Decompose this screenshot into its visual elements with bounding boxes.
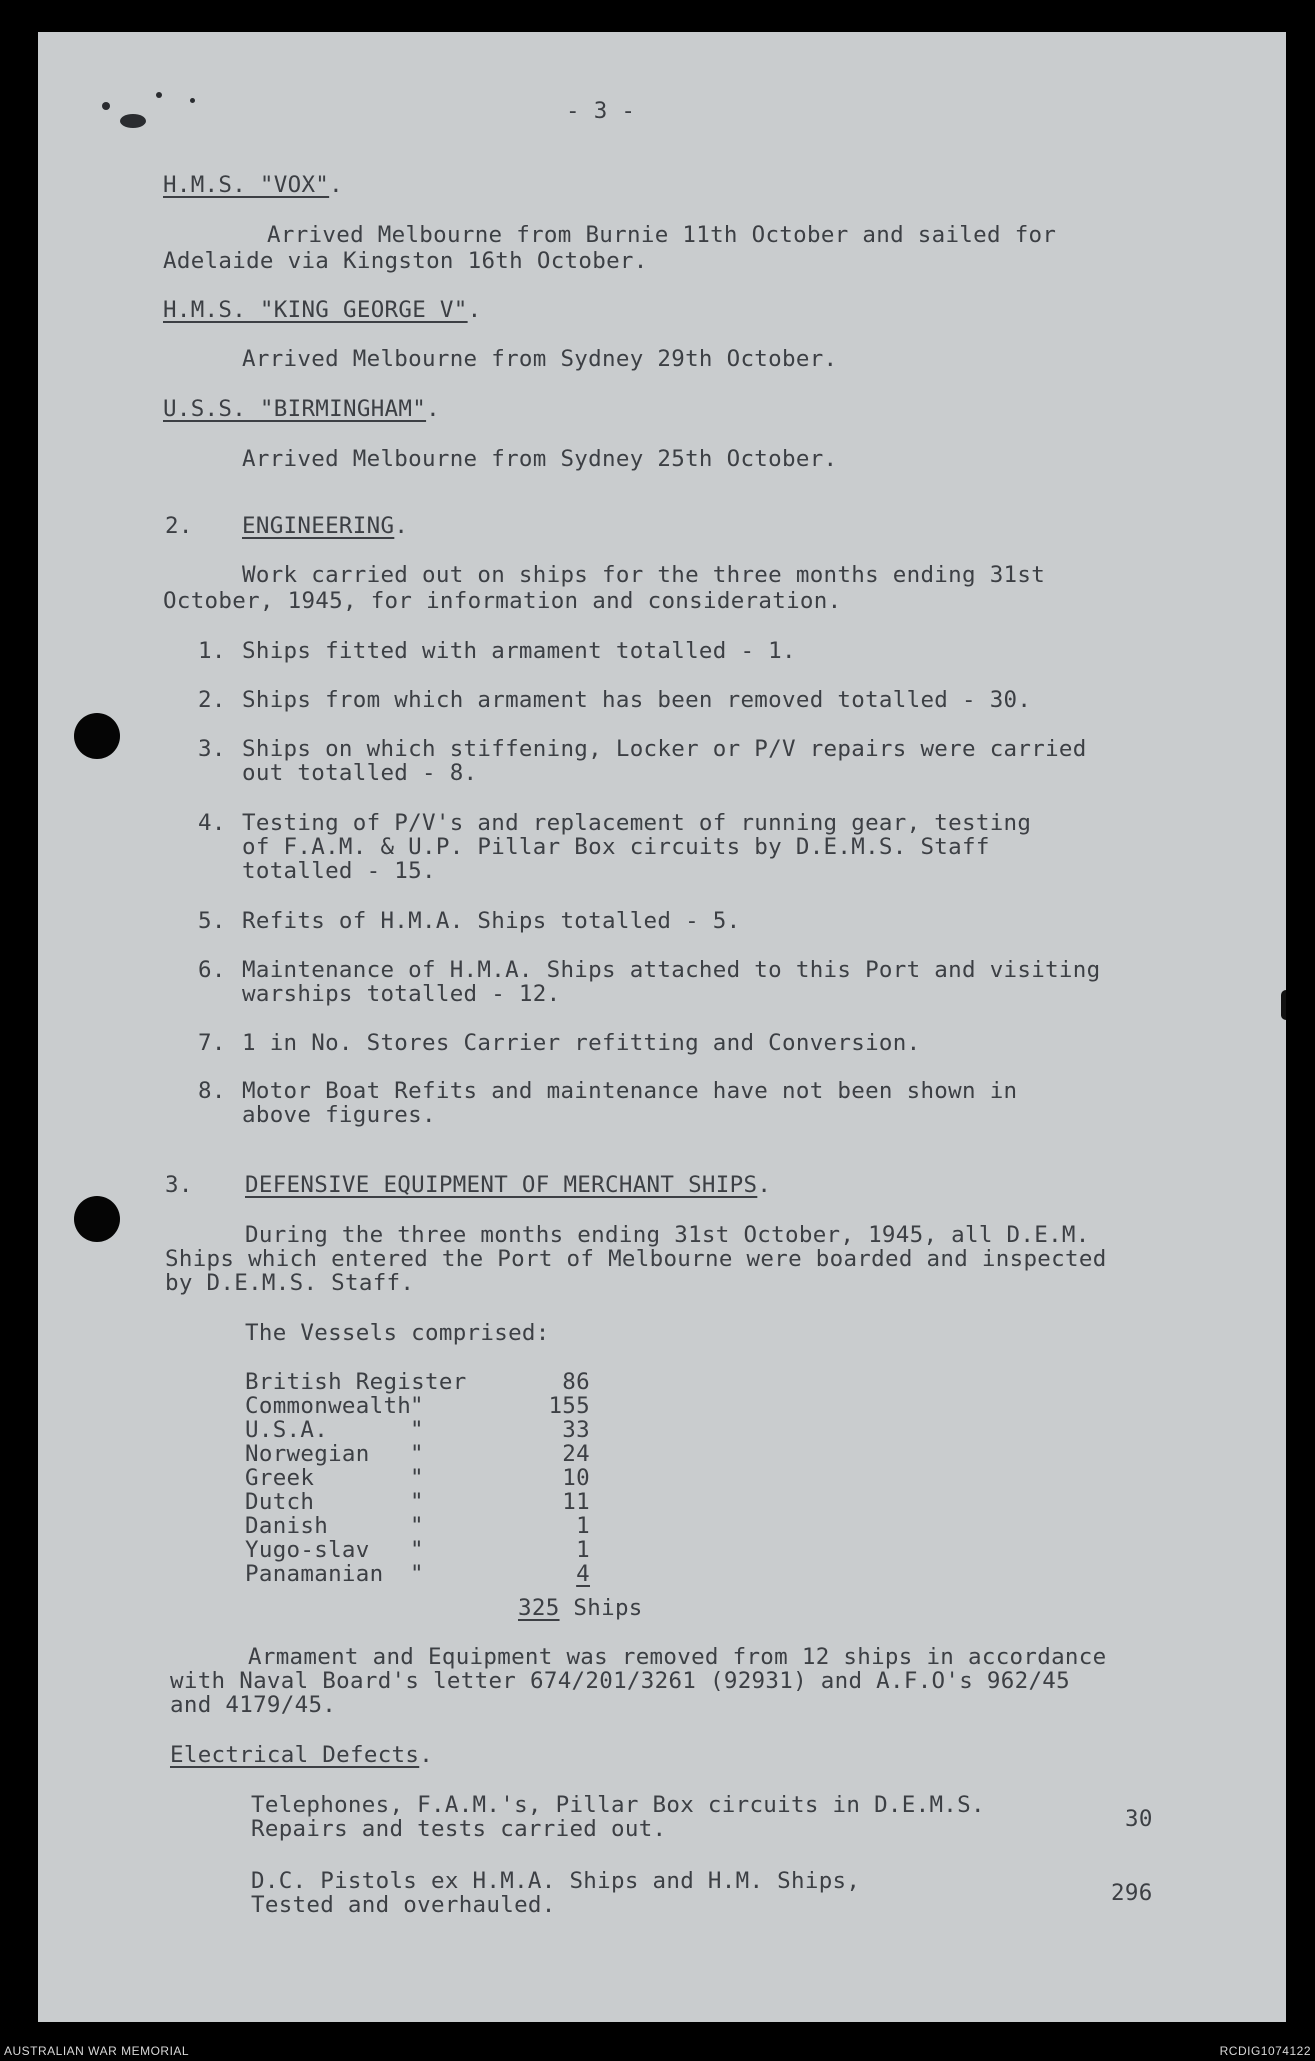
ship-text: Arrived Melbourne from Burnie 11th October and sailed for	[267, 222, 1057, 248]
list-text: 1 in No. Stores Carrier refitting and Conversion.	[242, 1030, 921, 1056]
vessel-count: 10	[562, 1465, 590, 1491]
ink-speck	[190, 98, 195, 103]
list-text: Ships from which armament has been removed totalled - 30.	[242, 687, 1032, 713]
vessel-name: Danish	[245, 1513, 329, 1539]
vessel-count: 86	[562, 1369, 590, 1395]
edge-mark	[1281, 990, 1286, 1020]
ditto-mark: "	[410, 1537, 424, 1563]
list-number: 7.	[198, 1030, 226, 1056]
ship-heading: U.S.S. "BIRMINGHAM".	[163, 396, 440, 422]
vessel-count: 11	[562, 1489, 590, 1515]
ink-speck	[120, 114, 146, 128]
ditto-mark: "	[410, 1393, 424, 1419]
ditto-mark: "	[410, 1417, 424, 1443]
list-text: Motor Boat Refits and maintenance have not been shown in	[242, 1078, 1018, 1104]
electrical-text: Repairs and tests carried out.	[251, 1816, 667, 1842]
vessel-name: Commonwealth	[245, 1393, 412, 1419]
removal-text: Armament and Equipment was removed from 12 ships in accordance	[248, 1644, 1107, 1670]
vessel-name: Dutch	[245, 1489, 315, 1515]
punch-hole	[74, 1196, 120, 1242]
list-text: Ships on which stiffening, Locker or P/V repairs were carried	[242, 736, 1087, 762]
section-intro: Work carried out on ships for the three months ending 31st	[242, 562, 1046, 588]
electrical-text: Telephones, F.A.M.'s, Pillar Box circuits in D.E.M.S.	[251, 1792, 985, 1818]
ship-text: Arrived Melbourne from Sydney 29th October.	[242, 346, 838, 372]
ink-speck	[156, 92, 162, 98]
vessel-name: Yugo-slav	[245, 1537, 370, 1563]
list-number: 1.	[198, 638, 226, 664]
section-heading: DEFENSIVE EQUIPMENT OF MERCHANT SHIPS.	[245, 1172, 772, 1198]
list-number: 4.	[198, 810, 226, 836]
page-number: - 3 -	[566, 98, 636, 124]
removal-text: and 4179/45.	[170, 1692, 337, 1718]
vessel-name: Norwegian	[245, 1441, 370, 1467]
vessels-total: 325 Ships	[518, 1595, 643, 1621]
vessel-name: British Register	[245, 1369, 467, 1395]
list-text: Maintenance of H.M.A. Ships attached to this Port and visiting	[242, 957, 1101, 983]
list-text: Testing of P/V's and replacement of running gear, testing	[242, 810, 1032, 836]
list-text: of F.A.M. & U.P. Pillar Box circuits by D.E.M.S. Staff	[242, 834, 990, 860]
electrical-count: 30	[1125, 1806, 1153, 1832]
electrical-text: Tested and overhauled.	[251, 1892, 556, 1918]
ditto-mark: "	[410, 1489, 424, 1515]
vessel-count: 4	[576, 1561, 590, 1587]
list-number: 2.	[198, 687, 226, 713]
list-text: above figures.	[242, 1102, 436, 1128]
section-intro: Ships which entered the Port of Melbourne were boarded and inspected	[165, 1246, 1107, 1272]
section-intro: During the three months ending 31st October, 1945, all D.E.M.	[245, 1222, 1090, 1248]
ditto-mark: "	[410, 1561, 424, 1587]
ink-speck	[102, 102, 110, 110]
list-text: Refits of H.M.A. Ships totalled - 5.	[242, 908, 741, 934]
document-page	[38, 32, 1286, 2022]
vessel-name: Greek	[245, 1465, 315, 1491]
footer-right: RCDIG1074122	[1219, 2044, 1311, 2058]
ditto-mark: "	[410, 1465, 424, 1491]
vessel-name: Panamanian	[245, 1561, 384, 1587]
electrical-count: 296	[1111, 1880, 1153, 1906]
vessel-count: 1	[576, 1513, 590, 1539]
vessel-count: 33	[562, 1417, 590, 1443]
ship-text: Adelaide via Kingston 16th October.	[163, 248, 648, 274]
list-number: 6.	[198, 957, 226, 983]
section-intro: by D.E.M.S. Staff.	[165, 1270, 415, 1296]
punch-hole	[74, 713, 120, 759]
ship-heading: H.M.S. "KING GEORGE V".	[163, 297, 482, 323]
list-number: 3.	[198, 736, 226, 762]
section-intro: October, 1945, for information and consideration.	[163, 588, 842, 614]
ditto-mark: "	[410, 1513, 424, 1539]
vessel-count: 155	[548, 1393, 590, 1419]
electrical-heading: Electrical Defects.	[170, 1742, 434, 1768]
list-text: out totalled - 8.	[242, 760, 478, 786]
footer-left: AUSTRALIAN WAR MEMORIAL	[4, 2044, 190, 2058]
ship-heading: H.M.S. "VOX".	[163, 172, 344, 198]
vessels-label: The Vessels comprised:	[245, 1320, 550, 1346]
list-text: Ships fitted with armament totalled - 1.	[242, 638, 796, 664]
list-text: warships totalled - 12.	[242, 981, 561, 1007]
vessel-count: 1	[576, 1537, 590, 1563]
electrical-text: D.C. Pistols ex H.M.A. Ships and H.M. Ships,	[251, 1868, 861, 1894]
list-text: totalled - 15.	[242, 858, 436, 884]
section-heading: ENGINEERING.	[242, 513, 409, 539]
section-number: 2.	[165, 513, 193, 539]
ditto-mark: "	[410, 1441, 424, 1467]
vessel-count: 24	[562, 1441, 590, 1467]
ship-text: Arrived Melbourne from Sydney 25th October.	[242, 446, 838, 472]
removal-text: with Naval Board's letter 674/201/3261 (92931) and A.F.O's 962/45	[170, 1668, 1070, 1694]
list-number: 8.	[198, 1078, 226, 1104]
section-number: 3.	[165, 1172, 193, 1198]
vessel-name: U.S.A.	[245, 1417, 329, 1443]
list-number: 5.	[198, 908, 226, 934]
